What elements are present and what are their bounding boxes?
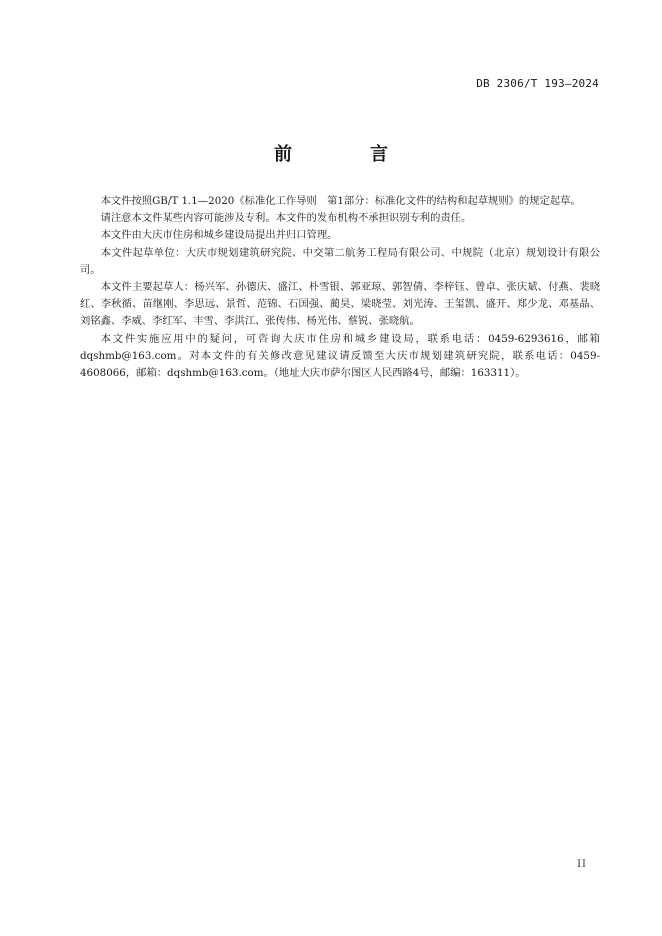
paragraph-proposer: 本文件由大庆市住房和城乡建设局提出并归口管理。 (100, 229, 338, 242)
foreword-body (80, 193, 600, 382)
page-number: II (577, 859, 587, 870)
paragraph-patent-notice: 请注意本文件某些内容可能涉及专利。本文件的发布机构不承担识别专利的责任。 (100, 212, 472, 225)
page-title: 前 言 (274, 144, 418, 165)
paragraph-drafters: 本文件主要起草人：杨兴军、孙德庆、盛江、朴雪银、郭亚琼、郭智倩、李梓钰、曾卓、张庆斌、付燕、裴晓红、李秋循、苗继刚、李思远、景哲、范锦、石国强、蔺昊、梁晓莹、刘光涛、王玺凯、盛开、郑少龙、邓基晶、刘铭鑫、李威、李红军、丰雪、李洪江、张传伟、杨光伟、蔡锐、张晓航。 (80, 281, 600, 328)
paragraph-drafting-units: 本文件起草单位：大庆市规划建筑研究院、中交第二航务工程局有限公司、中规院（北京）规划设计有限公司。 (80, 246, 600, 276)
paragraph-drafting-rules: 本文件按照GB/T 1.1—2020《标准化工作导则 第1部分：标准化文件的结构和起草规则》的规定起草。 (100, 195, 581, 207)
standard-code: DB 2306/T 193—2024 (476, 77, 599, 90)
paragraph-contact: 本文件实施应用中的疑问，可咨询大庆市住房和城乡建设局，联系电话：0459-6293616，邮箱dqshmb@163.com。对本文件的有关修改意见建议请反馈至大庆市规划建筑研究院，联系电话：0459-4608066，邮箱：dqshmb@163.com。（地址大庆市萨尔图区人民西路4号，邮编：163311）。 (80, 332, 600, 380)
